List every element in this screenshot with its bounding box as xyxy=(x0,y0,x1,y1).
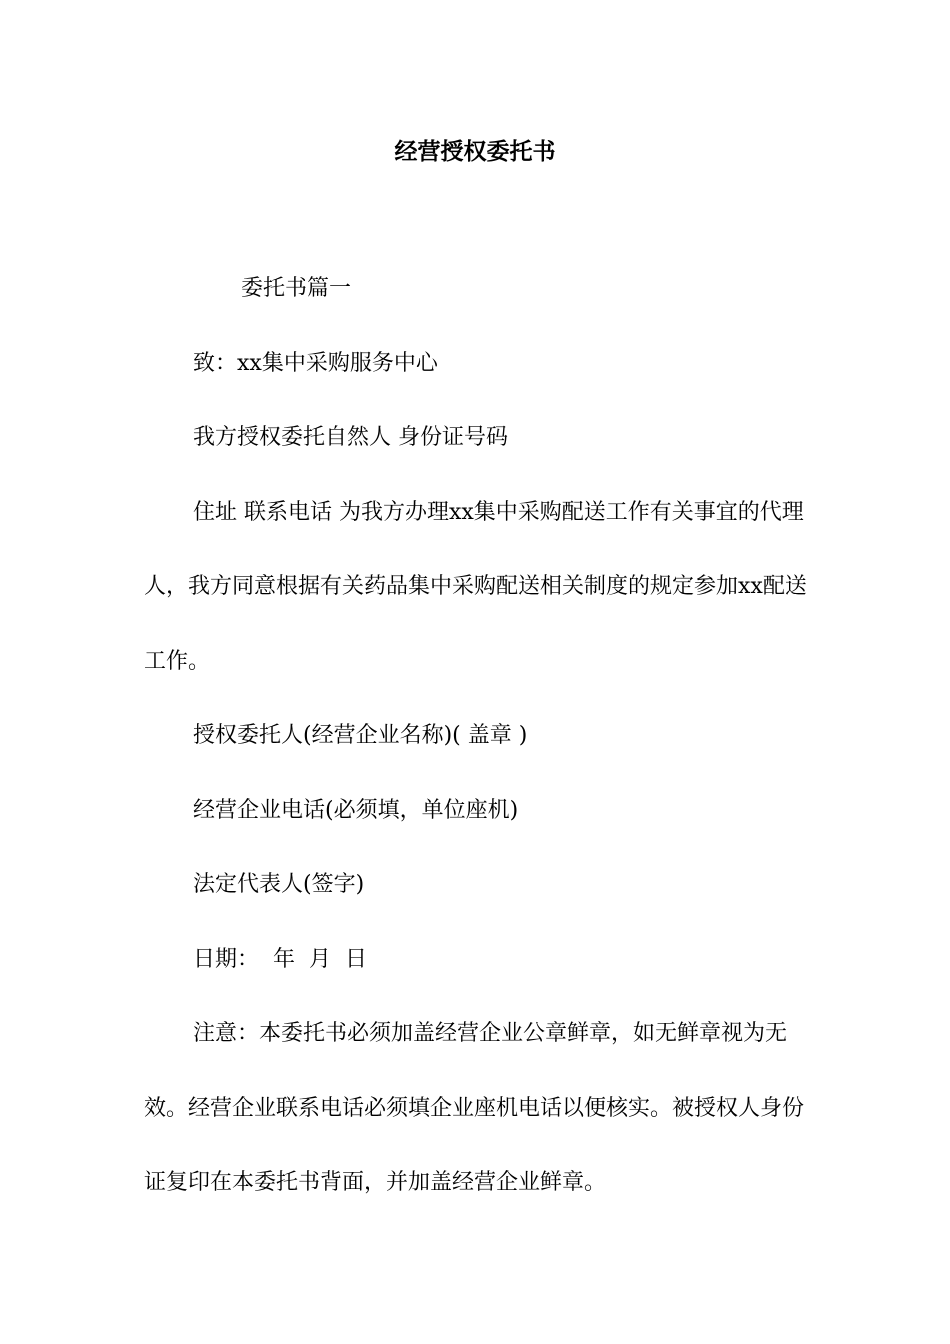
document-title: 经营授权委托书 xyxy=(394,138,556,165)
section-heading: 委托书篇一 xyxy=(241,276,352,301)
date-line: 日期： 年 月 日 xyxy=(193,946,367,972)
agent-paragraph: 住址 联系电话 为我方办理xx集中采购配送工作有关事宜的代理人，我方同意根据有关药品集中采购配送相关制度的规定参加xx配送工作。 xyxy=(144,499,807,674)
authorizer-line: 授权委托人(经营企业名称)( 盖章 ) xyxy=(193,723,528,748)
addressee-line: 致：xx集中采购服务中心 xyxy=(193,350,438,376)
note-paragraph: 注意：本委托书必须加盖经营企业公章鲜章，如无鲜章视为无效。经营企业联系电话必须填企业座机电话以便核实。被授权人身份证复印在本委托书背面，并加盖经营企业鲜章。 xyxy=(144,1021,805,1195)
document-body xyxy=(144,252,808,1221)
company-phone-line: 经营企业电话(必须填，单位座机) xyxy=(193,797,519,823)
authorization-line: 我方授权委托自然人 身份证号码 xyxy=(193,425,508,450)
legal-representative-line: 法定代表人(签字) xyxy=(193,872,365,897)
